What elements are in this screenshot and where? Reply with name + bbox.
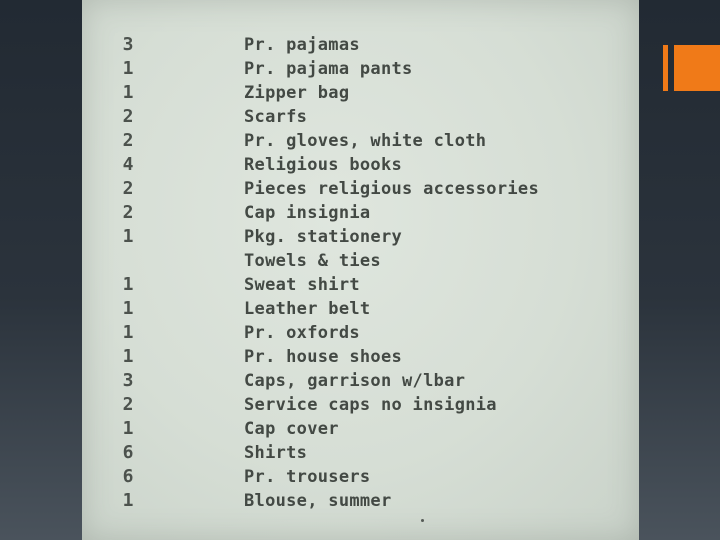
item-description: Leather belt — [244, 299, 371, 319]
list-item — [82, 465, 639, 489]
accent-square — [674, 45, 720, 91]
item-description: Pr. gloves, white cloth — [244, 131, 487, 151]
item-quantity: 1 — [122, 418, 134, 439]
item-quantity: 1 — [122, 226, 134, 247]
list-item — [82, 417, 639, 441]
item-description: Zipper bag — [244, 83, 350, 103]
item-quantity: 1 — [122, 58, 134, 79]
item-description: Pr. trousers — [244, 467, 371, 487]
item-quantity: 3 — [122, 34, 134, 55]
item-quantity: 6 — [122, 466, 134, 487]
item-quantity: 1 — [122, 274, 134, 295]
item-quantity: 1 — [122, 322, 134, 343]
list-item — [82, 129, 639, 153]
list-item — [82, 345, 639, 369]
ink-speck — [421, 519, 424, 522]
list-item — [82, 177, 639, 201]
item-description: Sweat shirt — [244, 275, 360, 295]
item-description: Religious books — [244, 155, 403, 175]
list-item — [82, 369, 639, 393]
list-item — [82, 489, 639, 513]
item-description: Pr. pajama pants — [244, 59, 413, 79]
list-item — [82, 105, 639, 129]
item-description: Pr. house shoes — [244, 347, 403, 367]
item-description: Shirts — [244, 443, 308, 463]
list-item — [82, 273, 639, 297]
item-description: Caps, garrison w/lbar — [244, 371, 466, 391]
item-quantity: 2 — [122, 394, 134, 415]
item-quantity: 1 — [122, 490, 134, 511]
accent-bar — [663, 45, 668, 91]
orange-square-accent-icon — [663, 45, 720, 91]
list-item — [82, 441, 639, 465]
item-description: Blouse, summer — [244, 491, 392, 511]
item-quantity: 1 — [122, 298, 134, 319]
list-item — [82, 153, 639, 177]
list-item — [82, 297, 639, 321]
item-quantity: 1 — [122, 346, 134, 367]
item-quantity: 1 — [122, 82, 134, 103]
item-description: Pr. pajamas — [244, 35, 360, 55]
item-description: Scarfs — [244, 107, 308, 127]
item-quantity: 2 — [122, 178, 134, 199]
item-quantity: 2 — [122, 106, 134, 127]
item-quantity: 2 — [122, 130, 134, 151]
item-description: Cap cover — [244, 419, 339, 439]
list-item — [82, 393, 639, 417]
item-description: Pr. oxfords — [244, 323, 360, 343]
item-quantity: 2 — [122, 202, 134, 223]
list-item — [82, 201, 639, 225]
list-item — [82, 33, 639, 57]
list-item — [82, 321, 639, 345]
item-description: Pieces religious accessories — [244, 179, 539, 199]
list-item — [82, 249, 639, 273]
list-item — [82, 81, 639, 105]
item-description: Towels & ties — [244, 251, 381, 271]
inventory-list — [82, 33, 639, 513]
item-description: Service caps no insignia — [244, 395, 497, 415]
item-quantity: 3 — [122, 370, 134, 391]
list-item — [82, 57, 639, 81]
item-quantity: 4 — [122, 154, 134, 175]
list-item — [82, 225, 639, 249]
item-description: Pkg. stationery — [244, 227, 403, 247]
item-quantity: 6 — [122, 442, 134, 463]
item-description: Cap insignia — [244, 203, 371, 223]
document-scan — [82, 0, 639, 540]
